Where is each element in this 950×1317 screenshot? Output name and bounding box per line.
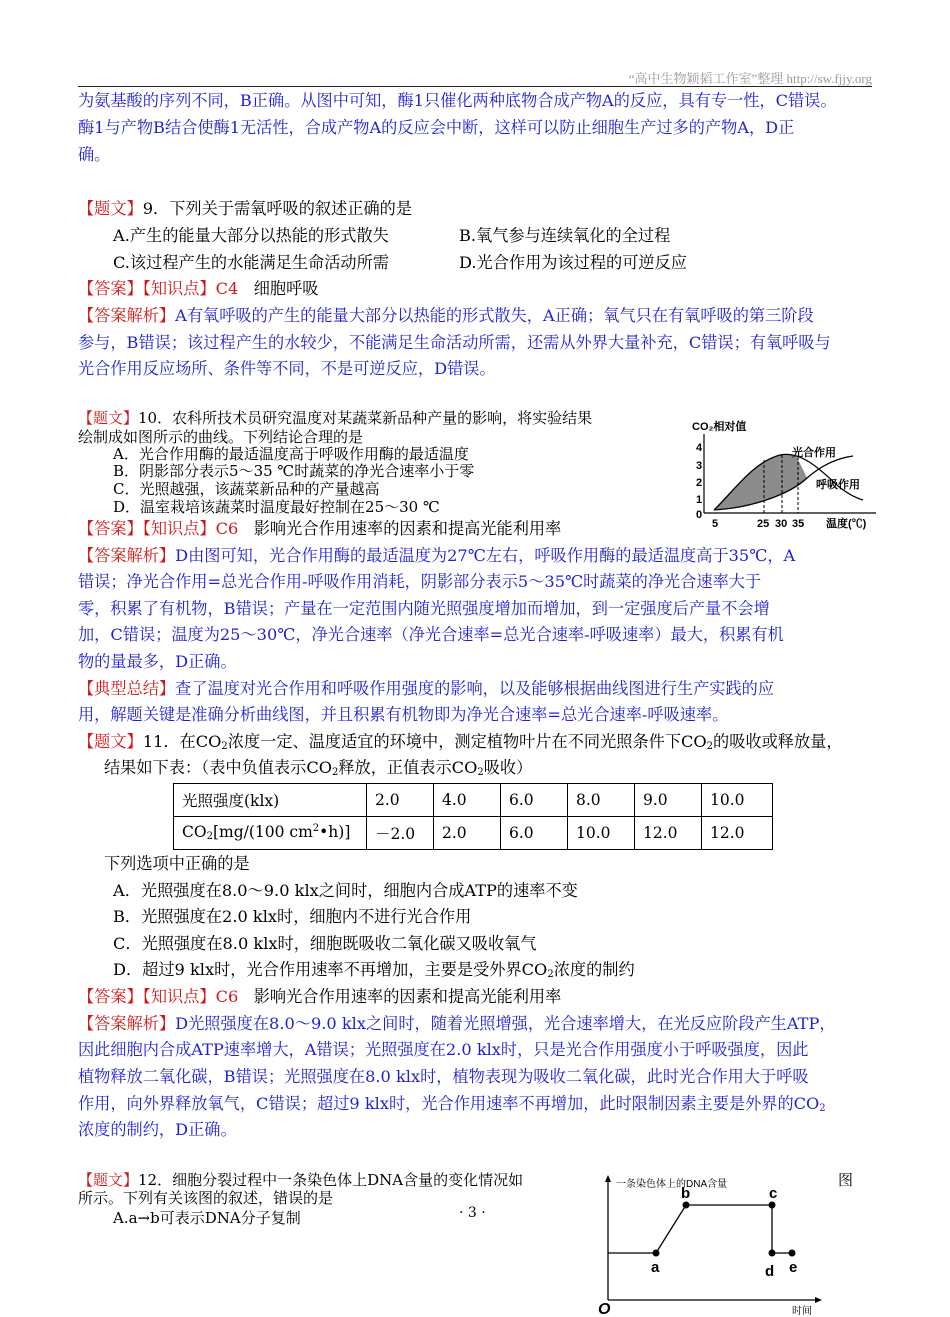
fig2-origin: O [598, 1301, 611, 1317]
fig2-x-title: 时间 [792, 1306, 812, 1317]
table-cell: 8.0 [568, 784, 635, 817]
table-cell: 10.0 [702, 784, 773, 817]
q10-option-b: B．阴影部分表示5～35 ℃时蔬菜的净光合速率小于零 [113, 462, 475, 480]
fig1-xtick-5: 5 [712, 518, 719, 530]
fig2-label-c: c [769, 1185, 778, 1202]
q9-exp-line-1: 【答案解析】A有氧呼吸的产生的能量大部分以热能的形式散失，A正确；氧气只在有氧呼吸的第三阶段 [78, 306, 814, 325]
fig1-ytick-1: 1 [696, 494, 703, 506]
table-cell: $CO_2[mg/(100$ $cm^2•h$)] [174, 817, 367, 850]
q10-stem-2: 绘制成如图所示的曲线。下列结论合理的是 [78, 428, 364, 446]
fig1-xtick-25: 25 [757, 518, 770, 530]
table-cell: 12.0 [635, 817, 702, 850]
q9-option-b: B.氧气参与连续氧化的全过程 [459, 226, 671, 245]
header-rule [78, 86, 872, 87]
q11-stem-1: 【题文】11．在$CO_2$浓度一定、温度适宜的环境中，测定植物叶片在不同光照条件下$CO_2$的吸收或释放量， [78, 732, 843, 752]
q11-exp-line-2: 因此细胞内合成ATP速率增大，A错误；光照强度在2.0 klx时，只是光合作用强度小于呼吸强度，因此 [78, 1040, 809, 1059]
table-cell: 6.0 [501, 784, 568, 817]
fig2-point-d [769, 1250, 776, 1257]
fig2-line [608, 1205, 792, 1253]
table-cell: 12.0 [702, 817, 773, 850]
q11-data-table [173, 783, 773, 850]
q9-option-a: A.产生的能量大部分以热能的形式散失 [113, 226, 389, 245]
q9-exp-line-3: 光合作用反应场所、条件等不同，不是可逆反应，D错误。 [78, 359, 496, 378]
fig1-ytick-2: 2 [696, 477, 703, 489]
q10-option-a: A．光合作用酶的最适温度高于呼吸作用酶的最适温度 [113, 445, 469, 463]
fig2-label-b: b [681, 1185, 691, 1202]
q11-exp-line-3: 植物释放二氧化碳，B错误；光照强度在8.0 klx时，植物表现为吸收二氧化碳，此时光合作用大于呼吸 [78, 1067, 809, 1086]
table-cell: 9.0 [635, 784, 702, 817]
q10-option-d: D．温室栽培该蔬菜时温度最好控制在25～30 ℃ [113, 498, 440, 516]
q10-answer-line: 【答案】【知识点】C6 影响光合作用速率的因素和提高光能利用率 [78, 519, 562, 538]
fig2-label-d: d [765, 1263, 775, 1280]
fig2-y-arrow [605, 1175, 611, 1182]
q11-ask: 下列选项中正确的是 [104, 854, 250, 873]
table-cell: 2.0 [434, 817, 501, 850]
fig2-y-title: 一条染色体上的DNA含量 [616, 1179, 728, 1190]
q12-stem-1: 【题文】12．细胞分裂过程中一条染色体上DNA含量的变化情况如 [78, 1171, 524, 1189]
fig2-point-b [683, 1202, 690, 1209]
q10-stem-1: 【题文】10．农科所技术员研究温度对某蔬菜新品种产量的影响，将实验结果 [78, 409, 593, 427]
q11-exp-line-5: 浓度的制约，D正确。 [78, 1120, 237, 1139]
q10-summary-1: 【典型总结】查了温度对光合作用和呼吸作用强度的影响，以及能够根据曲线图进行生产实践的应 [78, 679, 775, 698]
page-number: · 3 · [459, 1205, 486, 1221]
table-row [174, 784, 773, 817]
q9-option-c: C.该过程产生的水能满足生命活动所需 [113, 253, 389, 272]
fig1-ytick-4: 4 [696, 442, 703, 454]
q10-exp-line-2: 错误；净光合作用=总光合作用-呼吸作用消耗，阴影部分表示5～35℃时蔬菜的净光合速率大于 [78, 572, 762, 591]
fig1-label-photosynthesis: 光合作用 [792, 447, 836, 459]
table-cell: －2.0 [367, 817, 434, 850]
q9-stem: 【题文】9．下列关于需氧呼吸的叙述正确的是 [78, 199, 413, 218]
fig2-label-a: a [651, 1259, 660, 1276]
fig2-label-e: e [789, 1259, 798, 1276]
fig2-point-a [653, 1250, 660, 1257]
table-cell: 10.0 [568, 817, 635, 850]
q9-exp-line-2: 参与，B错误；该过程产生的水较少，不能满足生命活动所需，还需从外界大量补充，C错误；有氧呼吸与 [78, 333, 831, 352]
table-cell: 光照强度(klx) [174, 784, 367, 817]
dna-content-chart [596, 1172, 836, 1317]
fig1-ytick-0: 0 [696, 509, 703, 521]
q11-option-a: A．光照强度在8.0～9.0 klx之间时，细胞内合成ATP的速率不变 [113, 881, 578, 900]
fig2-point-c [769, 1202, 776, 1209]
table-cell: 6.0 [501, 817, 568, 850]
q8-exp-line-1: 为氨基酸的序列不同，B正确。从图中可知，酶1只催化两种底物合成产物A的反应，具有专一性，C错误。 [78, 91, 837, 110]
q11-option-d: D．超过9 klx时，光合作用速率不再增加，主要是受外界$CO_2$浓度的制约 [113, 960, 635, 980]
q9-answer-line: 【答案】【知识点】C4 细胞呼吸 [78, 279, 319, 298]
fig1-label-respiration: 呼吸作用 [816, 479, 860, 491]
table-cell: 4.0 [434, 784, 501, 817]
fig2-point-e [789, 1250, 796, 1257]
q9-option-d: D.光合作用为该过程的可逆反应 [459, 253, 687, 272]
q10-exp-line-1: 【答案解析】D由图可知，光合作用酶的最适温度为27℃左右，呼吸作用酶的最适温度高于35℃，A [78, 546, 796, 565]
q8-exp-line-3: 确。 [78, 145, 111, 164]
q11-stem-2: 结果如下表：（表中负值表示$CO_2$释放，正值表示$CO_2$吸收） [104, 758, 533, 778]
q8-exp-line-2: 酶1与产物B结合使酶1无活性，合成产物A的反应会中断，这样可以防止细胞生产过多的产物A，D正 [78, 118, 795, 137]
fig1-xtick-35: 35 [792, 518, 805, 530]
q12-stem-2: 所示。下列有关该图的叙述，错误的是 [78, 1189, 334, 1207]
q11-exp-line-1: 【答案解析】D光照强度在8.0～9.0 klx之间时，随着光照增强，光合速率增大，在光反应阶段产生ATP， [78, 1014, 836, 1033]
temperature-co2-chart [688, 412, 888, 532]
q11-answer-line: 【答案】【知识点】C6 影响光合作用速率的因素和提高光能利用率 [78, 987, 562, 1006]
q10-exp-line-4: 加，C错误；温度为25～30℃，净光合速率（净光合速率=总光合速率-呼吸速率）最大，积累有机 [78, 625, 784, 644]
fig1-xtick-30: 30 [775, 518, 788, 530]
q10-option-c: C．光照越强，该蔬菜新品种的产量越高 [113, 480, 380, 498]
fig2-x-arrow [815, 1297, 822, 1303]
q10-exp-line-3: 零，积累了有机物，B错误；产量在一定范围内随光照强度增加而增加，到一定强度后产量不会增 [78, 599, 770, 618]
fig1-y-title: CO₂相对值 [692, 421, 747, 433]
q11-option-b: B．光照强度在2.0 klx时，细胞内不进行光合作用 [113, 907, 472, 926]
fig1-x-title: 温度(℃) [826, 518, 867, 530]
table-cell: 2.0 [367, 784, 434, 817]
q12-option-a: A.a→b可表示DNA分子复制 [113, 1209, 301, 1227]
table-row [174, 817, 773, 850]
q10-exp-line-5: 物的量最多，D正确。 [78, 652, 237, 671]
page-header: “高中生物颖韬工作室”整理 http://sw.fjjy.org [628, 71, 872, 86]
q12-stem-1-end: 图 [838, 1171, 854, 1189]
q11-exp-line-4: 作用，向外界释放氧气，C错误；超过9 klx时，光合作用速率不再增加，此时限制因素主要是外界的$CO_2$ [78, 1094, 826, 1114]
q10-summary-2: 用，解题关键是准确分析曲线图，并且积累有机物即为净光合速率=总光合速率-呼吸速率。 [78, 705, 729, 724]
fig1-ytick-3: 3 [696, 460, 703, 472]
q11-option-c: C．光照强度在8.0 klx时，细胞既吸收二氧化碳又吸收氧气 [113, 934, 537, 953]
